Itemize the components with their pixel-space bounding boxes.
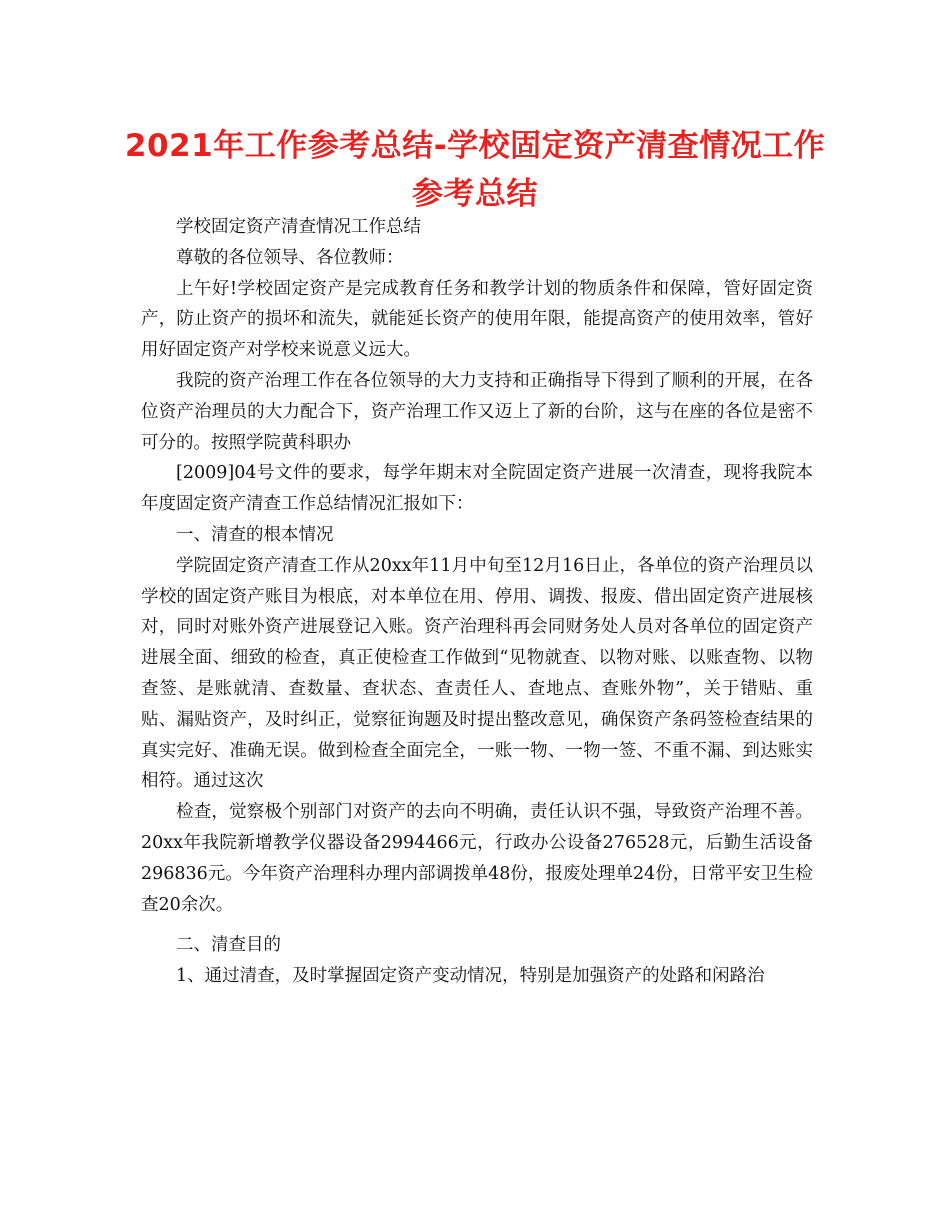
document-body [141,212,813,992]
paragraph: [2009]04号文件的要求，每学年期末对全院固定资产进展一次清查，现将我院本年度固定资产清查工作总结情况汇报如下： [141,463,813,515]
paragraph: 检查，觉察极个别部门对资产的去向不明确，责任认识不强，导致资产治理不善。20xx年我院新增教学仪器设备2994466元，行政办公设备276528元，后勤生活设备296836元。今年资产治理科办理内部调拨单48份，报废处理单24份，日常平安卫生检查20余次。 [141,802,813,915]
section-heading: 一、清查的根本情况 [176,524,334,545]
paragraph: 1、通过清查，及时掌握固定资产变动情况，特别是加强资产的处路和闲路治 [176,966,765,987]
paragraph-subtitle: 学校固定资产清查情况工作总结 [176,217,421,237]
paragraph-salutation: 尊敬的各位领导、各位教师： [176,247,404,268]
section-heading: 二、清查目的 [176,935,281,956]
document-title: 2021年工作参考总结-学校固定资产清查情况工作参考总结 [124,128,826,212]
paragraph: 学院固定资产清查工作从20xx年11月中旬至12月16日止，各单位的资产治理员以学校的固定资产账目为根底，对本单位在用、停用、调拨、报废、借出固定资产进展核对，同时对账外资产进展登记入账。资产治理科再会同财务处人员对各单位的固定资产进展全面、细致的检查，真正使检查工作做到“见物就查、以物对账、以账查物、以物查签、是账就清、查数量、查状态、查责任人、查地点、查账外物”，关于错贴、重贴、漏贴资产，及时纠正，觉察征询题及时提出整改意见，确保资产条码签检查结果的真实完好、准确无误。做到检查全面完全，一账一物、一物一签、不重不漏、到达账实相符。通过这次 [141,555,813,792]
paragraph: 上午好!学校固定资产是完成教育任务和教学计划的物质条件和保障，管好固定资产，防止资产的损坏和流失，就能延长资产的使用年限，能提高资产的使用效率，管好用好固定资产对学校来说意义远大。 [141,278,813,361]
paragraph: 我院的资产治理工作在各位领导的大力支持和正确指导下得到了顺利的开展，在各位资产治理员的大力配合下，资产治理工作又迈上了新的台阶，这与在座的各位是密不可分的。按照学院黄科职办 [141,370,813,453]
